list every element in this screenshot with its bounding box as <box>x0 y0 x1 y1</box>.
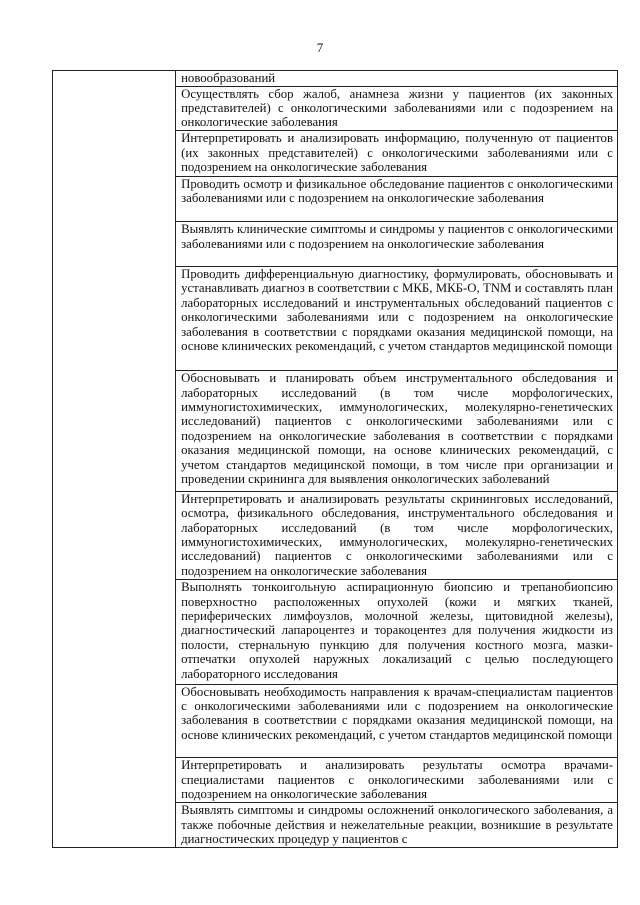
table-cell: Выявлять симптомы и синдромы осложнений онкологического заболевания, а также побочные действия и нежелательные реакции, возникшие в результате диагностических процедур у пациентов с <box>176 803 618 848</box>
table-cell: Выполнять тонкоигольную аспирационную биопсию и трепанобиопсию поверхностно расположенных опухолей (кожи и мягких тканей, периферических лимфоузлов, молочной железы, щитовидной железы), диагностический лапароцентез и торакоцентез для получения жидкости из полости, стернальную пункцию для получения костного мозга, мазки-отпечатки опухолей наружных локализаций с целью последующего лабораторного исследования <box>176 580 618 684</box>
table-row <box>53 71 618 87</box>
table-left-column <box>53 71 176 848</box>
table-cell: Проводить осмотр и физикальное обследование пациентов с онкологическими заболеваниями или с подозрением на онкологические заболевания <box>176 176 618 222</box>
requirements-table <box>52 70 618 848</box>
table-cell: Интерпретировать и анализировать результаты осмотра врачами-специалистами пациентов с онкологическими заболеваниями или с подозрением на онкологические заболевания <box>176 758 618 803</box>
table-cell: Интерпретировать и анализировать информацию, полученную от пациентов (их законных представителей) с онкологическими заболеваниями или с подозрением на онкологические заболевания <box>176 131 618 177</box>
table-cell: Осуществлять сбор жалоб, анамнеза жизни у пациентов (их законных представителей) с онкологическими заболеваниями или с подозрением на онкологические заболевания <box>176 86 618 131</box>
table-cell: новообразований <box>176 71 618 87</box>
table-cell: Обосновывать необходимость направления к врачам-специалистам пациентов с онкологическими заболеваниями или с подозрением на онкологические заболевания в соответствии с порядками оказания медицинской помощи, на основе клинических рекомендаций, с учетом стандартов медицинской помощи <box>176 684 618 758</box>
page-number: 7 <box>316 40 324 55</box>
table-cell: Выявлять клинические симптомы и синдромы у пациентов с онкологическими заболеваниями или с подозрением на онкологические заболевания <box>176 222 618 267</box>
table-cell: Проводить дифференциальную диагностику, формулировать, обосновывать и устанавливать диагноз в соответствии с МКБ, МКБ-О, TNM и составлять план лабораторных исследований и инструментальных обследований пациентов с онкологическими заболеваниями или с подозрением на онкологические заболевания в соответствии с порядками оказания медицинской помощи, на основе клинических рекомендаций, с учетом стандартов медицинской помощи <box>176 266 618 370</box>
table-cell: Интерпретировать и анализировать результаты скрининговых исследований, осмотра, физикального обследования, инструментального обследования и лабораторных исследований (в том числе морфологических, иммуногистохимических, иммунологических, молекулярно-генетических исследований) пациентов с онкологическими заболеваниями или с подозрением на онкологические заболевания <box>176 491 618 580</box>
table-cell: Обосновывать и планировать объем инструментального обследования и лабораторных исследований (в том числе морфологических, иммуногистохимических, иммунологических, молекулярно-генетических исследований) пациентов с онкологическими заболеваниями или с подозрением на онкологические заболевания в соответствии с порядками оказания медицинской помощи, на основе клинических рекомендаций, с учетом стандартов медицинской помощи, в том числе при организации и проведении скрининга для выявления онкологических заболеваний <box>176 371 618 491</box>
